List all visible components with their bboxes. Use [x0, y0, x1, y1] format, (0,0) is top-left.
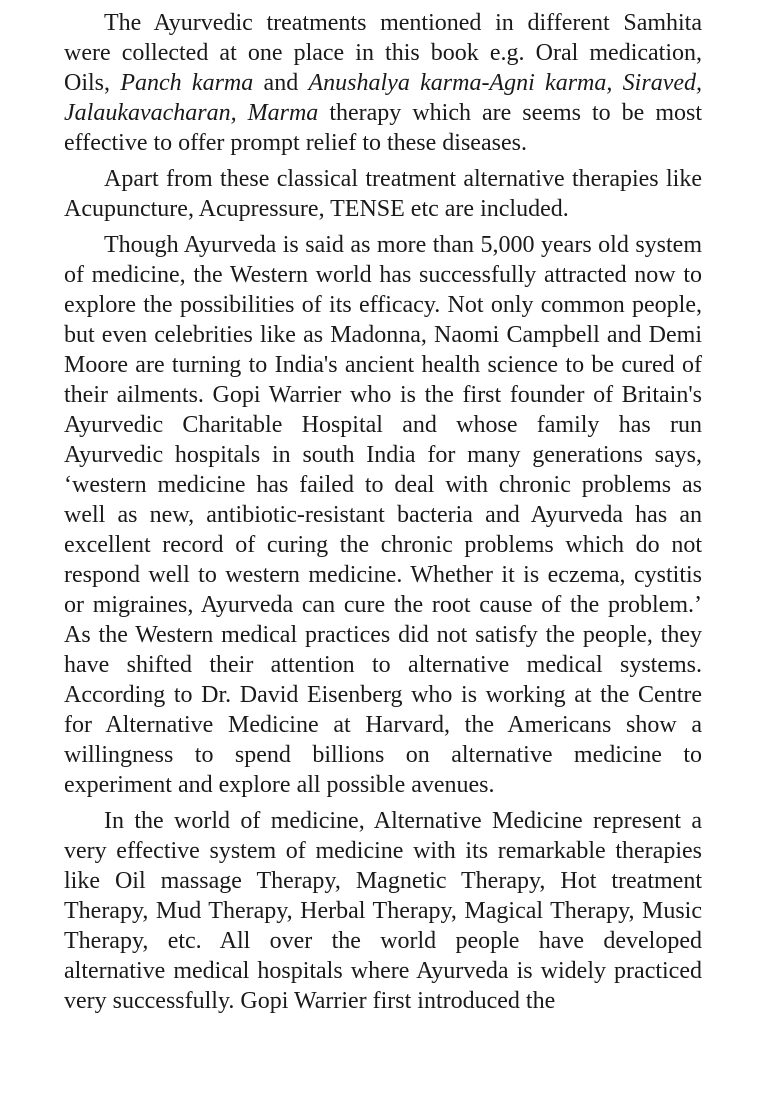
text-segment: Apart from these classical treatment alternative therapies like Acupuncture, Acupressure, TENSE etc are included.: [64, 166, 702, 222]
document-page: [64, 8, 702, 1016]
text-segment: In the world of medicine, Alternative Medicine represent a very effective system of medicine with its remarkable therapies like Oil massage Therapy, Magnetic Therapy, Hot treatment Therapy, Mud Therapy, Herbal Therapy, Magical Therapy, Music Therapy, etc. All over the world people have developed alternative medical hospitals where Ayurveda is widely practiced very successfully. Gopi Warrier first introduced the: [64, 808, 702, 1014]
paragraph-treatments: [64, 8, 702, 158]
text-segment: The Ayurvedic treatments mentioned in different Samhita were collected at one place in this book e.g. Oral medication, Oils,: [64, 10, 702, 96]
paragraph-world-of-medicine: [64, 806, 702, 1016]
text-segment: and: [253, 70, 309, 96]
text-segment: therapy which are seems to be most effective to offer prompt relief to these diseases.: [64, 100, 703, 156]
text-segment: Though Ayurveda is said as more than 5,000 years old system of medicine, the Western world has successfully attracted now to explore the possibilities of its efficacy. Not only common people, but even celebrities like as Madonna, Naomi Campbell and Demi Moore are turning to India's ancient health science to be cured of their ailments. Gopi Warrier who is the first founder of Britain's Ayurvedic Charitable Hospital and whose family has run Ayurvedic hospitals in south India for many generations says, ‘western medicine has failed to deal with chronic problems as well as new, antibiotic-resistant bacteria and Ayurveda has an excellent record of curing the chronic problems which do not respond well to western medicine. Whether it is eczema, cystitis or migraines, Ayurveda can cure the root cause of the problem.’ As the Western medical practices did not satisfy the people, they have shifted their attention to alternative medical systems. According to Dr. David Eisenberg who is working at the Centre for Alternative Medicine at Harvard, the Americans show a willingness to spend billions on alternative medicine to experiment and explore all possible avenues.: [64, 232, 702, 798]
text-segment-italic: Panch karma: [120, 70, 254, 96]
text-segment-italic: Anushalya karma-Agni karma, Siraved, Jalaukavacharan, Marma: [64, 70, 702, 126]
paragraph-alternative-therapies: [64, 164, 702, 224]
paragraph-western-world: [64, 230, 702, 800]
